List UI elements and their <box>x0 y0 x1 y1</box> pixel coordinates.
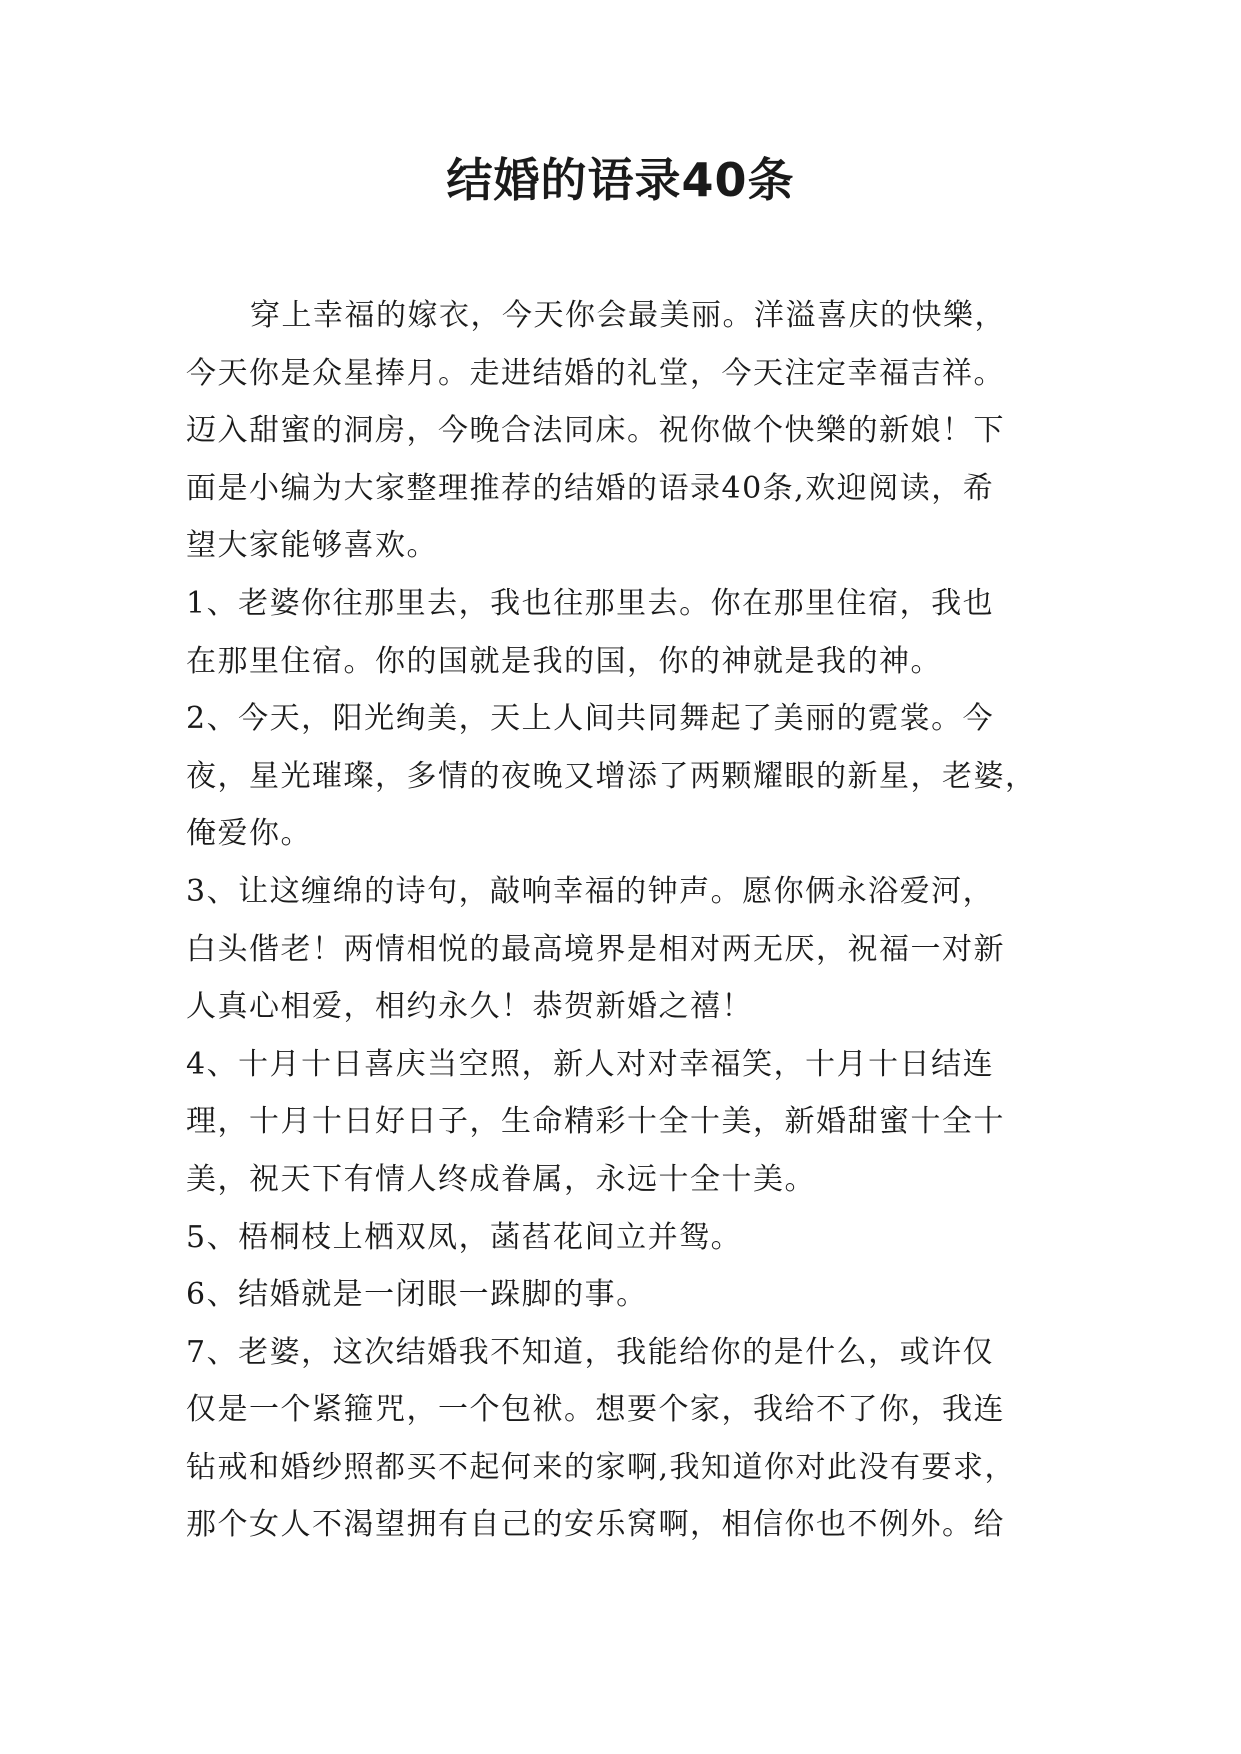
quote-3-line: 3、让这缠绵的诗句，敲响幸福的钟声。愿你俩永浴爱河， <box>186 873 995 909</box>
quote-1-line: 1、老婆你往那里去，我也往那里去。你在那里住宿，我也 <box>186 585 995 621</box>
quote-7-line: 钻戒和婚纱照都买不起何来的家啊,我知道你对此没有要求， <box>186 1449 1017 1485</box>
page-title: 结婚的语录40条 <box>446 153 795 207</box>
quote-2-line: 2、今天，阳光绚美，天上人间共同舞起了美丽的霓裳。今 <box>186 701 995 737</box>
quote-3-line: 人真心相爱，相约永久！恭贺新婚之禧！ <box>186 989 753 1025</box>
quote-4-line: 理，十月十日好日子，生命精彩十全十美，新婚甜蜜十全十 <box>186 1104 1005 1140</box>
intro-line: 迈入甜蜜的洞房，今晚合法同床。祝你做个快樂的新娘！下 <box>186 413 1005 449</box>
intro-line: 穿上幸福的嫁衣，今天你会最美丽。洋溢喜庆的快樂， <box>250 298 1006 333</box>
quote-4-line: 美，祝天下有情人终成眷属，永远十全十美。 <box>186 1161 816 1197</box>
quote-4-line: 4、十月十日喜庆当空照，新人对对幸福笑，十月十日结连 <box>186 1046 995 1082</box>
intro-line: 面是小编为大家整理推荐的结婚的语录40条,欢迎阅读，希 <box>186 470 995 506</box>
quote-1-line: 在那里住宿。你的国就是我的国，你的神就是我的神。 <box>186 643 942 679</box>
quote-7-line: 7、老婆，这次结婚我不知道，我能给你的是什么，或许仅 <box>186 1334 995 1370</box>
intro-line: 今天你是众星捧月。走进结婚的礼堂，今天注定幸福吉祥。 <box>186 355 1005 391</box>
document-body <box>186 287 1066 1554</box>
quote-7-line: 仅是一个紧箍咒，一个包袱。想要个家，我给不了你，我连 <box>186 1392 1005 1428</box>
quote-6-line: 6、结婚就是一闭眼一跺脚的事。 <box>186 1277 648 1313</box>
quote-2-line: 俺爱你。 <box>186 816 312 852</box>
intro-line: 望大家能够喜欢。 <box>186 528 438 564</box>
quote-2-line: 夜，星光璀璨，多情的夜晚又增添了两颗耀眼的新星，老婆， <box>186 758 1037 794</box>
quote-7-line: 那个女人不渴望拥有自己的安乐窝啊，相信你也不例外。给 <box>186 1507 1005 1543</box>
quote-3-line: 白头偕老！两情相悦的最高境界是相对两无厌，祝福一对新 <box>186 931 1005 967</box>
quote-5-line: 5、梧桐枝上栖双凤，菡萏花间立并鸳。 <box>186 1219 743 1255</box>
